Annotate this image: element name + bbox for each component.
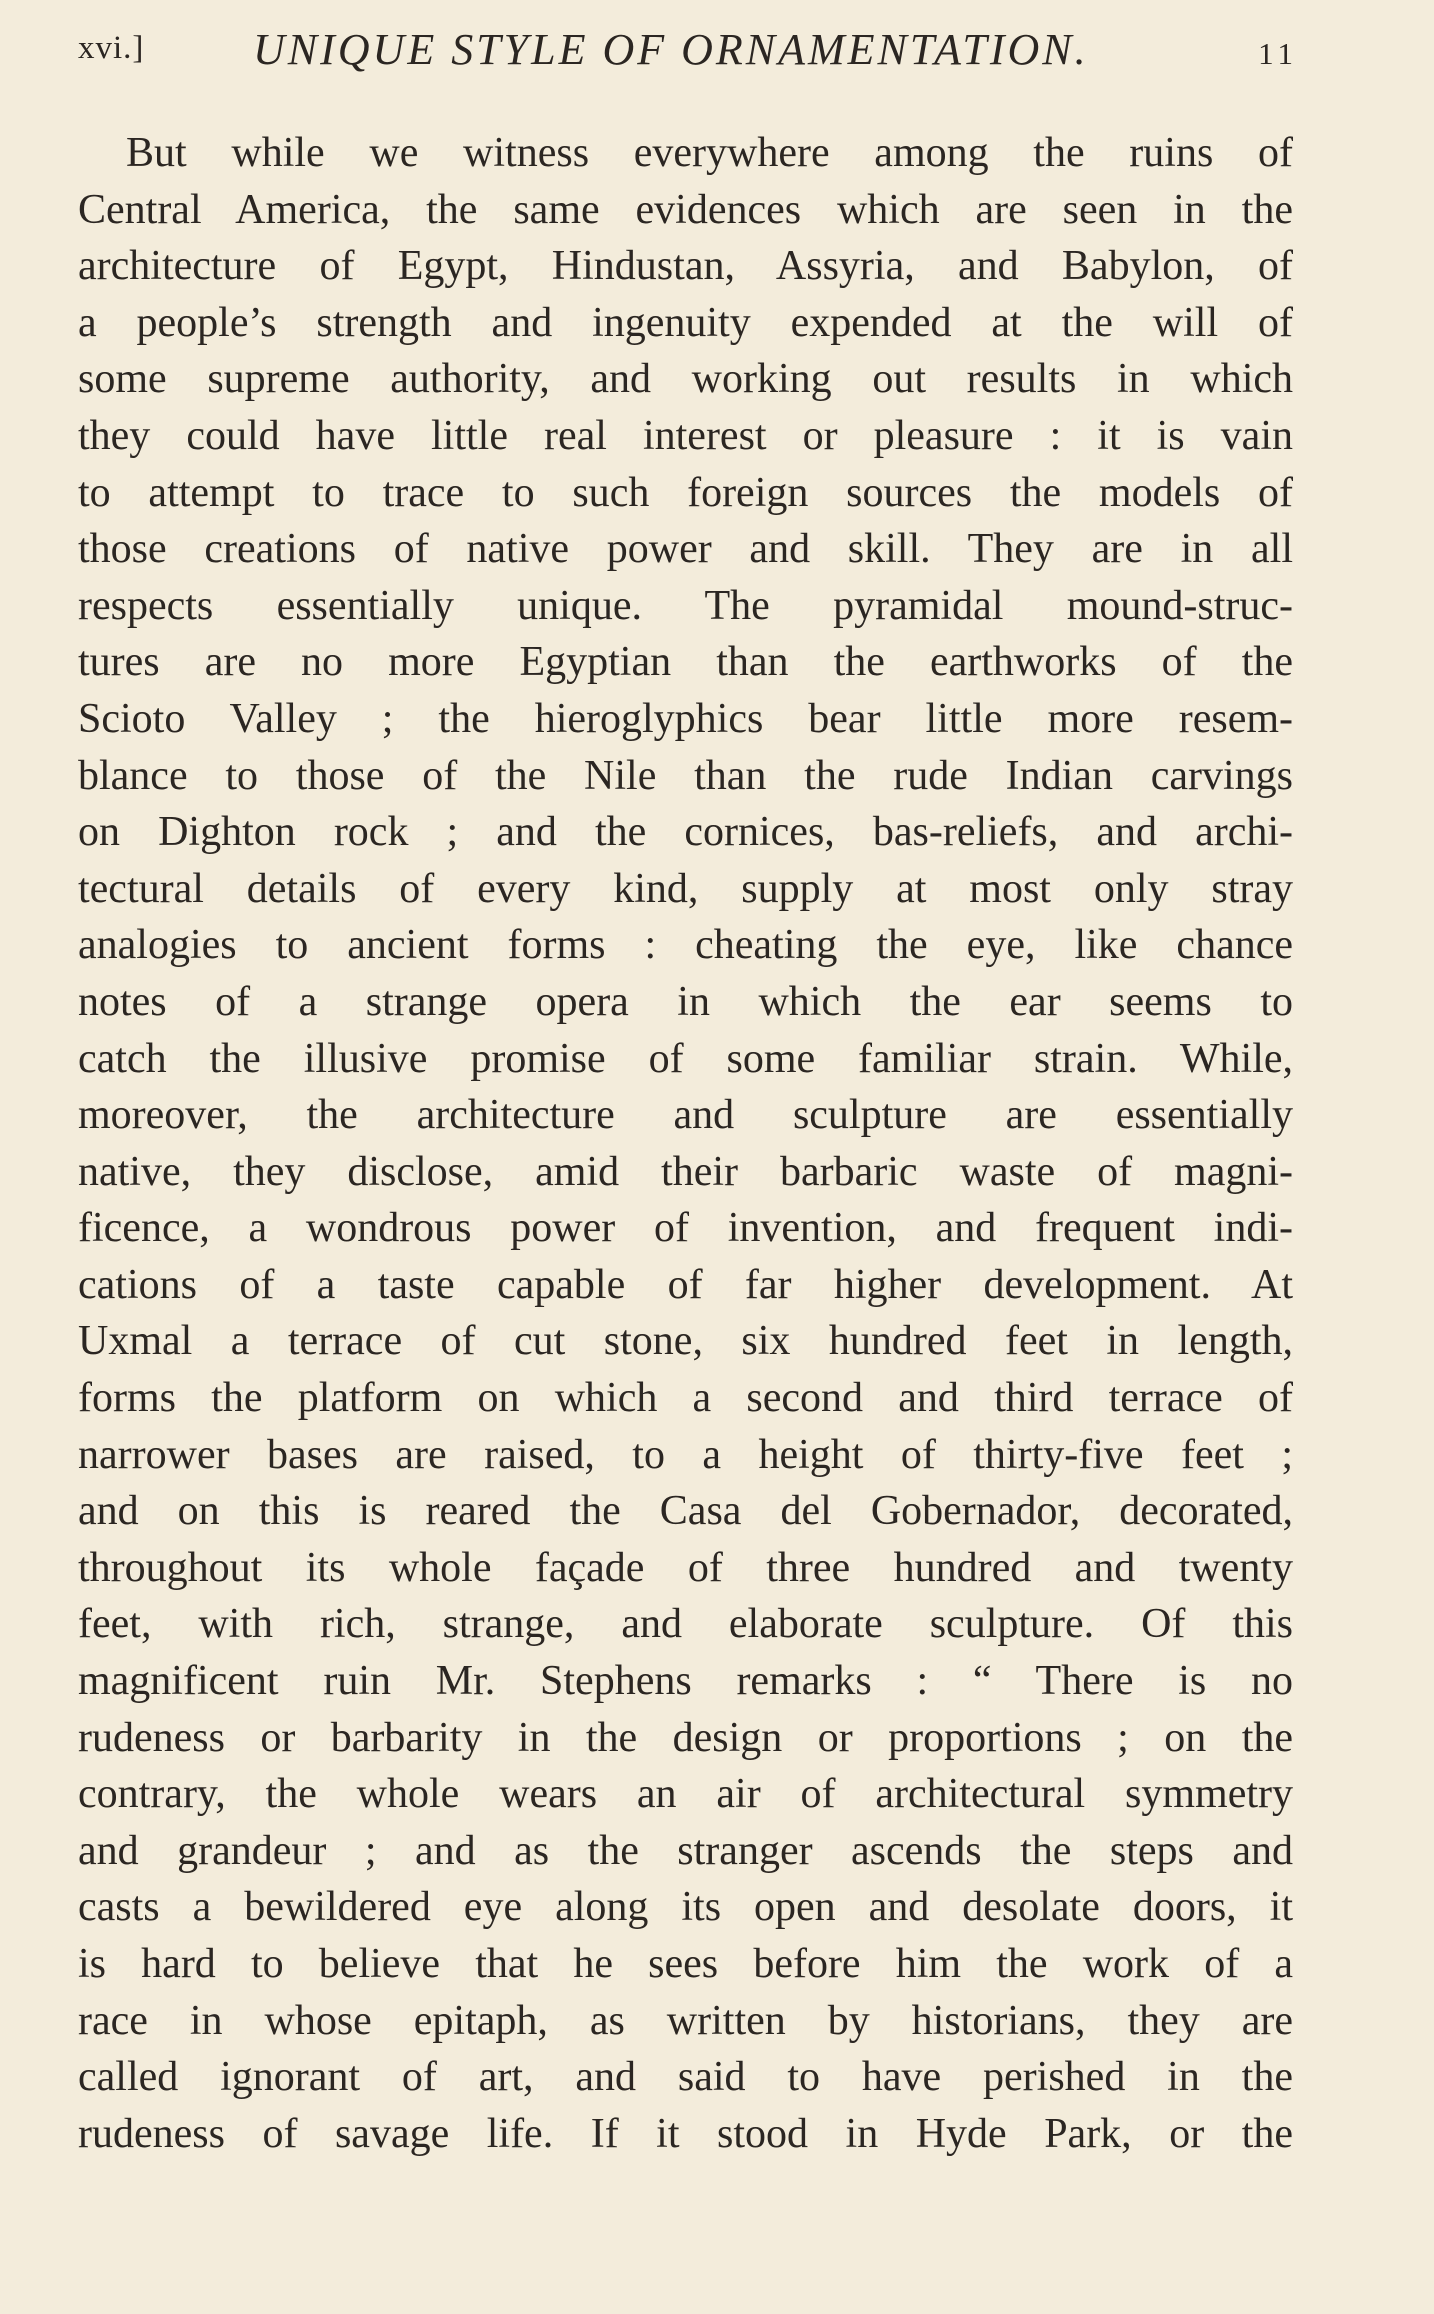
- text-line: some supreme authority, and working out results in which: [78, 356, 1293, 403]
- text-line: a people’s strength and ingenuity expended at the will of: [78, 299, 1293, 346]
- text-line: moreover, the architecture and sculpture are essentially: [78, 1092, 1293, 1139]
- text-line: they could have little real interest or pleasure : it is vain: [78, 412, 1293, 459]
- text-line: analogies to ancient forms : cheating the eye, like chance: [78, 922, 1293, 969]
- body-text: [78, 125, 1293, 2162]
- text-line: catch the illusive promise of some familiar strain. While,: [78, 1035, 1293, 1082]
- text-line: respects essentially unique. The pyramidal mound-struc-: [78, 582, 1293, 629]
- text-line: rudeness or barbarity in the design or proportions ; on the: [78, 1714, 1293, 1761]
- text-line: to attempt to trace to such foreign sources the models of: [78, 469, 1293, 516]
- text-line: forms the platform on which a second and third terrace of: [78, 1375, 1293, 1422]
- text-line: But while we witness everywhere among the ruins of: [126, 130, 1293, 176]
- text-line: narrower bases are raised, to a height of thirty-five feet ;: [78, 1431, 1293, 1478]
- page-number: 11: [1258, 36, 1298, 71]
- text-line: tectural details of every kind, supply at most only stray: [78, 865, 1293, 912]
- text-line: native, they disclose, amid their barbaric waste of magni-: [78, 1148, 1293, 1195]
- text-line: called ignorant of art, and said to have perished in the: [78, 2054, 1293, 2101]
- text-line: on Dighton rock ; and the cornices, bas-reliefs, and archi-: [78, 809, 1293, 856]
- text-line: Scioto Valley ; the hieroglyphics bear little more resem-: [78, 695, 1293, 742]
- chapter-number: xvi.]: [78, 30, 145, 66]
- running-head: [78, 25, 1298, 90]
- text-line: and on this is reared the Casa del Gobernador, decorated,: [78, 1488, 1293, 1535]
- text-line: notes of a strange opera in which the ear seems to: [78, 978, 1293, 1025]
- text-line: feet, with rich, strange, and elaborate sculpture. Of this: [78, 1601, 1293, 1648]
- text-line: throughout its whole façade of three hundred and twenty: [78, 1544, 1293, 1591]
- text-line: is hard to believe that he sees before him the work of a: [78, 1941, 1293, 1987]
- text-line: casts a bewildered eye along its open and desolate doors, it: [78, 1884, 1293, 1931]
- text-line: magnificent ruin Mr. Stephens remarks : “ There is no: [78, 1658, 1293, 1705]
- text-line: tures are no more Egyptian than the earthworks of the: [78, 639, 1293, 686]
- text-line: blance to those of the Nile than the rude Indian carvings: [78, 752, 1293, 799]
- text-line: architecture of Egypt, Hindustan, Assyria, and Babylon, of: [78, 243, 1293, 290]
- text-line: and grandeur ; and as the stranger ascends the steps and: [78, 1827, 1293, 1874]
- running-title: UNIQUE STYLE OF ORNAMENTATION.: [253, 25, 1089, 74]
- text-line: contrary, the whole wears an air of architectural symmetry: [78, 1771, 1293, 1818]
- text-line: those creations of native power and skill. They are in all: [78, 526, 1293, 573]
- text-line: race in whose epitaph, as written by historians, they are: [78, 1997, 1293, 2044]
- text-line: Uxmal a terrace of cut stone, six hundred feet in length,: [78, 1318, 1293, 1365]
- text-line: Central America, the same evidences which are seen in the: [78, 186, 1293, 233]
- text-line: cations of a taste capable of far higher development. At: [78, 1261, 1293, 1308]
- text-line: ficence, a wondrous power of invention, and frequent indi-: [78, 1205, 1293, 1252]
- text-line: rudeness of savage life. If it stood in Hyde Park, or the: [78, 2110, 1293, 2157]
